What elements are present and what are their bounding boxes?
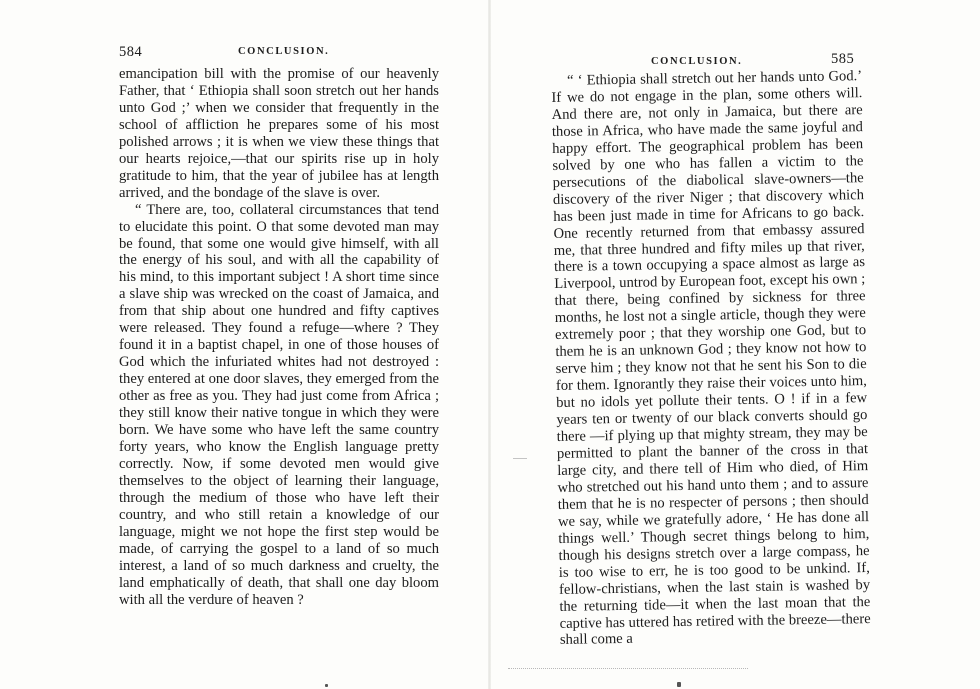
right-running-head: CONCLUSION. xyxy=(651,56,743,67)
scan-mark xyxy=(513,458,527,459)
left-running-head: CONCLUSION. xyxy=(238,46,330,57)
scan-speck-left xyxy=(325,684,328,687)
right-page-number: 585 xyxy=(831,51,855,67)
right-page xyxy=(490,0,980,689)
scan-dots xyxy=(508,664,748,669)
scan-speck-right xyxy=(677,682,681,687)
left-paragraph-1: emancipation bill with the promise of our heavenly Father, that ‘ Ethiopia shall soon stretch out her hands unto God ;’ when we consider that frequently in the school of affliction he prepares some of his most polished arrows ; it is when we view these things that our hearts rejoice,—that our spirits rise up in holy gratitude to him, that the year of jubilee has at length arrived, and the bondage of the slave is over. xyxy=(119,66,439,201)
right-body-text xyxy=(551,68,871,649)
left-page-number: 584 xyxy=(119,44,143,60)
left-body-text xyxy=(119,66,439,609)
left-paragraph-2: “ There are, too, collateral circumstances that tend to elucidate this point. O that some devoted man may be found, that some one would give himself, with all the energy of his soul, and with all the capability of his mind, to this important subject ! A short time since a slave ship was wrecked on the coast of Jamaica, and from that ship about one hundred and fifty captives were released. They found a refuge—where ? They found it in a baptist chapel, in one of those houses of God which the infuriated whites had not destroyed : they entered at one door slaves, they emerged from the other as free as you. They had just come from Africa ; they still know their native tongue in which they were born. We have some who have left the same country forty years, who know the English language pretty correctly. Now, if some devoted men would give themselves to the object of learning their language, through the medium of those who have left their country, and who still retain a knowledge of our language, might we not hope the first step would be made, of carrying the gospel to a land of so much interest, a land of so much darkness and cruelty, the land emphatically of death, that shall one day bloom with all the verdure of heaven ? xyxy=(119,201,439,608)
right-paragraph-1: “ ‘ Ethiopia shall stretch out her hands unto God.’ If we do not engage in the plan, some others will. And there are, not only in Jamaica, but there are those in Africa, who have made the same joyful and happy effort. The geographical problem has been solved by one who has fallen a victim to the persecutions of the diabolical slave-owners—the discovery of the river Niger ; that discovery which has been just made in time for Africans to go back. One recently returned from that embassy assured me, that three hundred and fifty miles up that river, there is a town occupying a space almost as large as Liverpool, untrod by European foot, except his own ; that there, being confined by sickness for three months, he lost not a single article, though they were extremely poor ; that they worship one God, but to them he is an unknown God ; they know not how to serve him ; they know not that he sent his Son to die for them. Ignorantly they raise their voices unto him, but no idols yet pollute their tents. O ! if in a few years ten or twenty of our black converts should go there —if plying up that mighty stream, they may be permitted to plant the banner of the cross in that large city, and there tell of Him who died, of Him who stretched out his hand unto them ; and to assure them that he is no respecter of persons ; then should we say, while we gratefully adore, ‘ He has done all things well.’ Though secret things belong to him, though his designs stretch over a large compass, he is too wise to err, he is too good to be unkind. If, fellow-christians, when the last stain is washed by the returning tide—it when the last moan that the captive has uttered has retired with the breeze—there shall come a xyxy=(551,68,871,649)
